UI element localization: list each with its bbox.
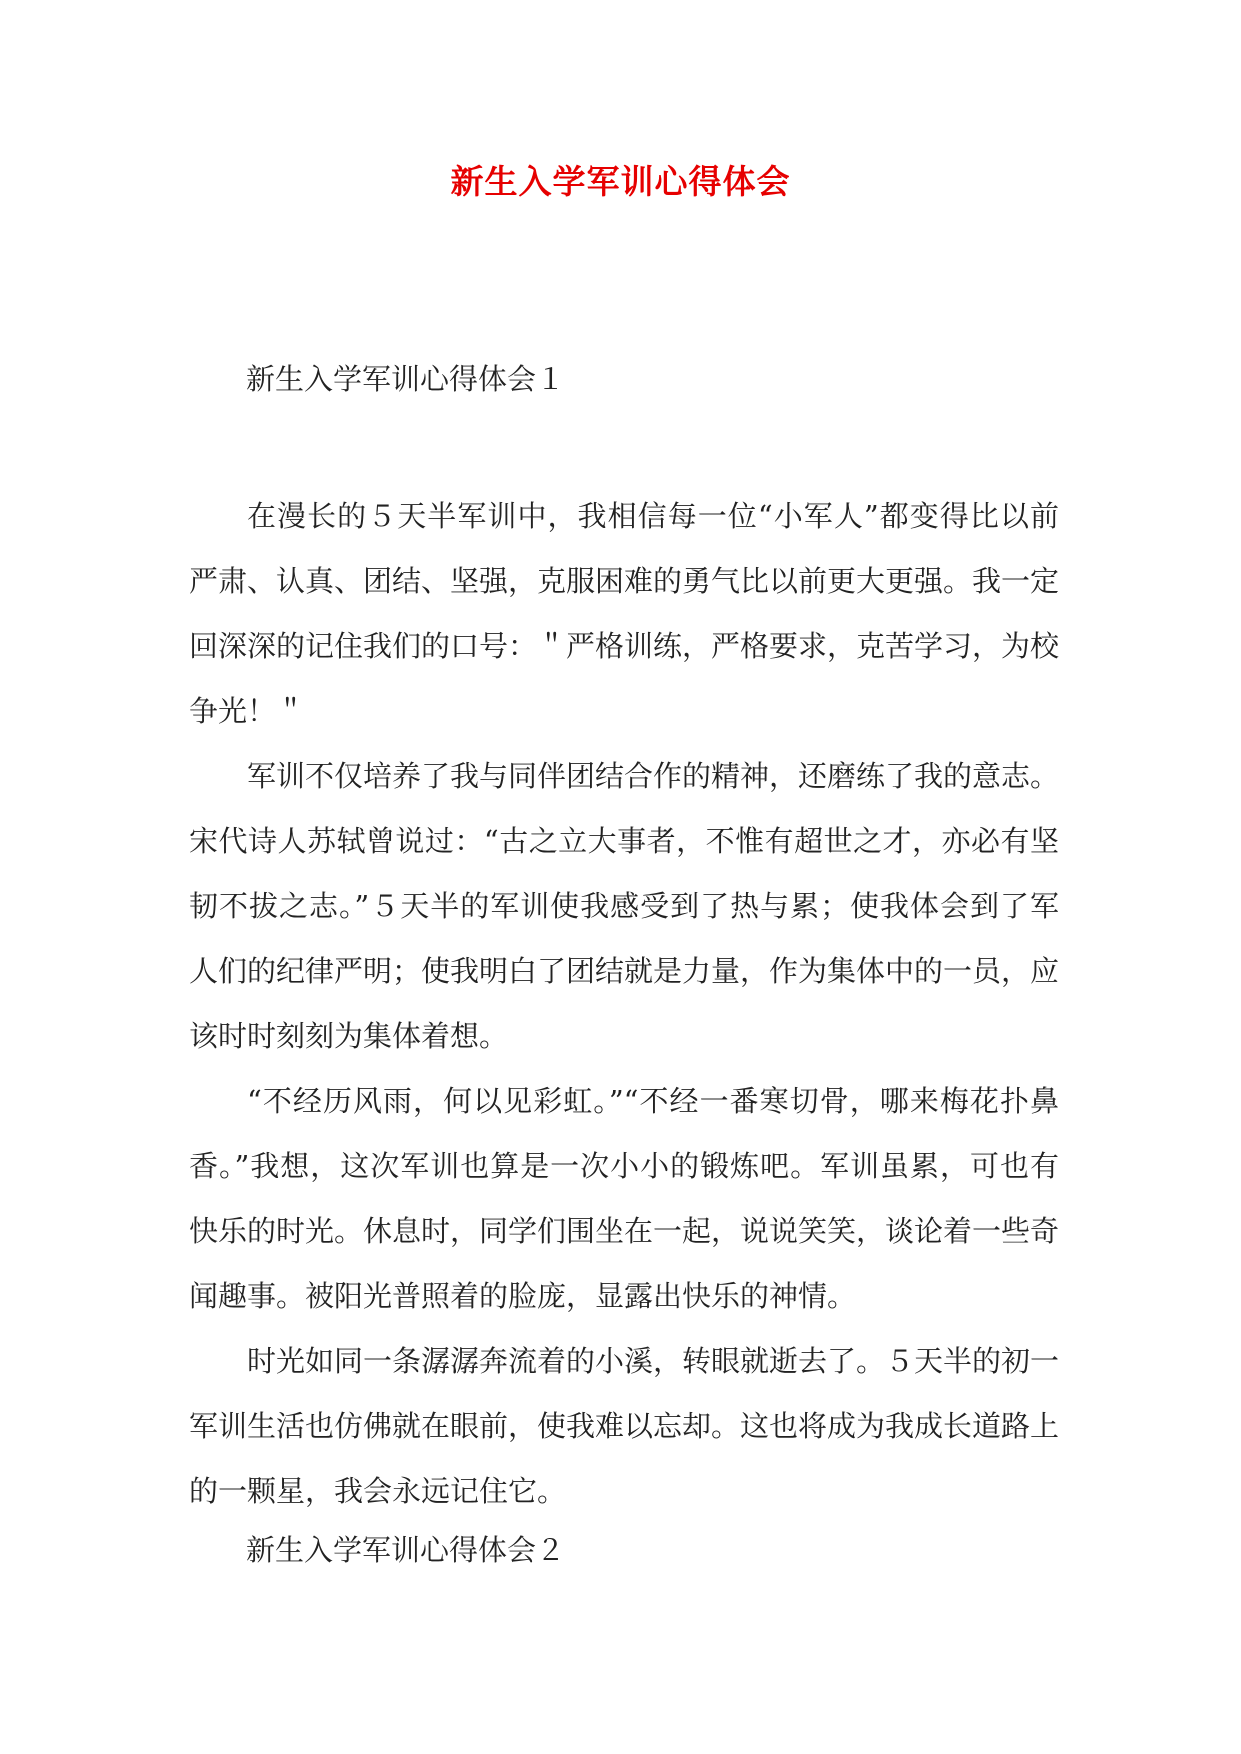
paragraph-4: 时光如同一条潺潺奔流着的小溪，转眼就逝去了。５天半的初一军训生活也仿佛就在眼前，使我难以忘却。这也将成为我成长道路上的一颗星，我会永远记住它。 (189, 1344, 1060, 1508)
paragraph-2: 军训不仅培养了我与同伴团结合作的精神，还磨练了我的意志。宋代诗人苏轼曾说过：“古之立大事者，不惟有超世之才，亦必有坚韧不拔之志。”５天半的军训使我感受到了热与累；使我体会到了军人们的纪律严明；使我明白了团结就是力量，作为集体中的一员，应该时时刻刻为集体着想。 (189, 759, 1060, 1053)
body-text (189, 484, 1059, 1524)
paragraph-1: 在漫长的５天半军训中，我相信每一位“小军人”都变得比以前严肃、认真、团结、坚强，克服困难的勇气比以前更大更强。我一定回深深的记住我们的口号：＂严格训练，严格要求，克苦学习，为校争光！＂ (189, 499, 1060, 728)
section-heading-2: 新生入学军训心得体会２ (246, 1533, 566, 1567)
paragraph-3: “不经历风雨，何以见彩虹。”“不经一番寒切骨，哪来梅花扑鼻香。”我想，这次军训也算是一次小小的锻炼吧。军训虽累，可也有快乐的时光。休息时，同学们围坐在一起，说说笑笑，谈论着一些奇闻趣事。被阳光普照着的脸庞，显露出快乐的神情。 (189, 1084, 1060, 1313)
document-title: 新生入学军训心得体会 (450, 162, 791, 201)
section-heading-1: 新生入学军训心得体会１ (246, 362, 566, 396)
